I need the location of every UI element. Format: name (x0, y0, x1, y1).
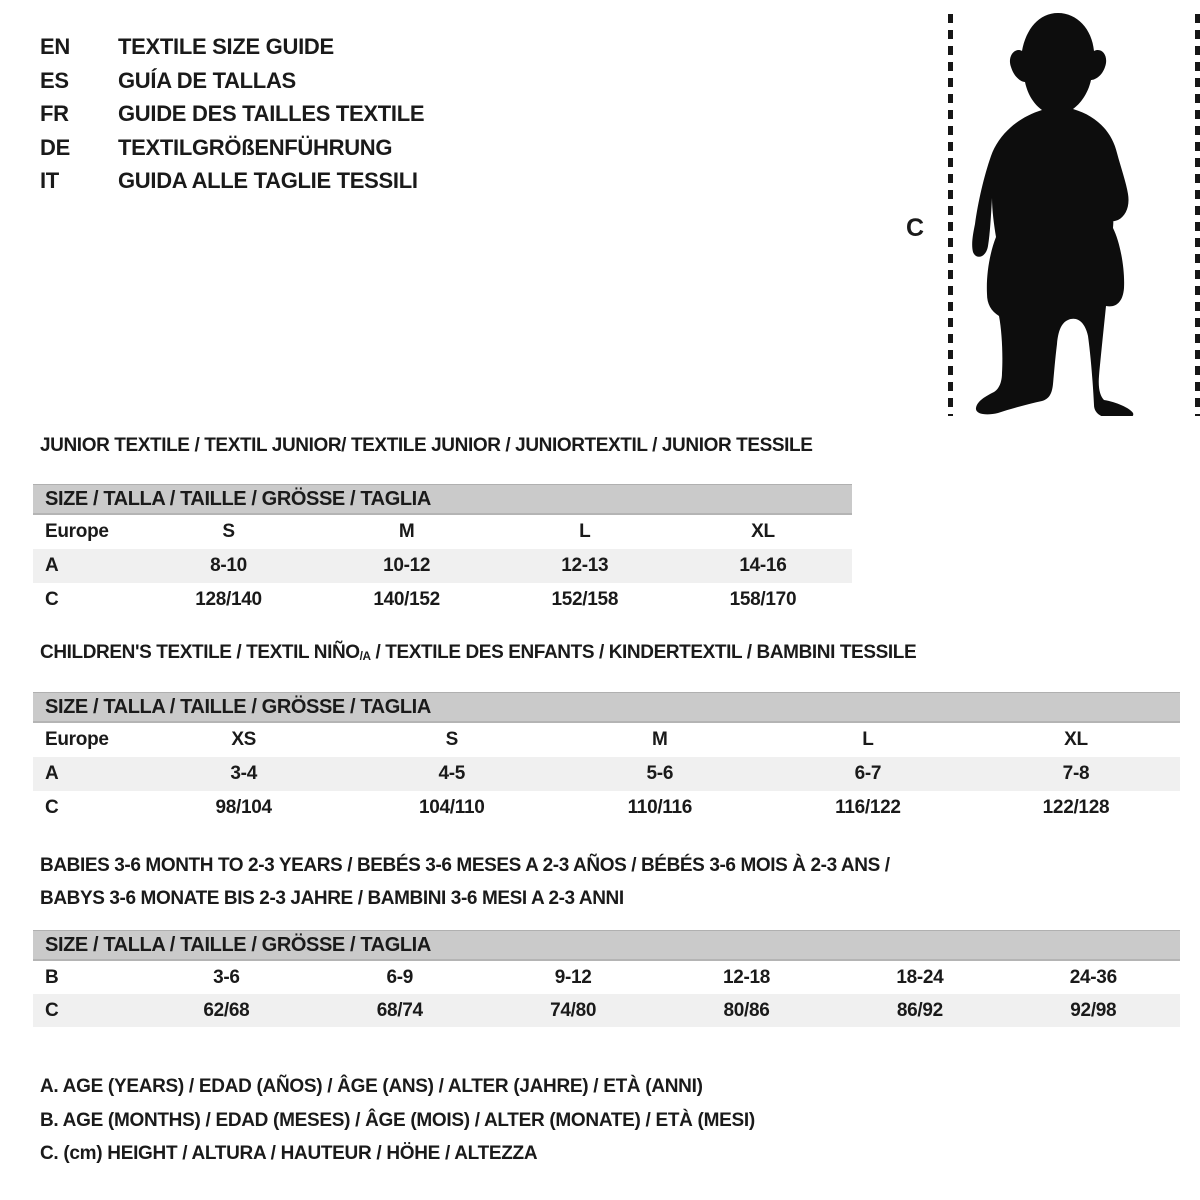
size-cell: 92/98 (1070, 999, 1117, 1021)
children-heading-pre: CHILDREN'S TEXTILE / TEXTIL NIÑO (40, 642, 360, 663)
measurement-legend (40, 1070, 755, 1171)
size-cell: 68/74 (376, 999, 423, 1021)
size-cell: 80/86 (723, 999, 770, 1021)
size-cell: 6-9 (386, 966, 414, 988)
size-header-bar: SIZE / TALLA / TAILLE / GRÖSSE / TAGLIA (33, 930, 1180, 961)
lang-row-de (40, 131, 424, 165)
toddler-silhouette (958, 10, 1150, 416)
height-measure-line-right (1195, 14, 1200, 416)
row-label: C (45, 797, 59, 818)
lang-code: EN (40, 34, 70, 59)
size-cell: 152/158 (551, 589, 619, 610)
size-cell: 86/92 (896, 999, 943, 1021)
size-cell: S (222, 521, 235, 542)
size-cell: 3-4 (230, 763, 257, 784)
size-header-bar: SIZE / TALLA / TAILLE / GRÖSSE / TAGLIA (33, 484, 852, 515)
lang-title: GUIDA ALLE TAGLIE TESSILI (118, 168, 418, 193)
size-cell: 24-36 (1069, 966, 1117, 988)
lang-title: TEXTILE SIZE GUIDE (118, 34, 334, 59)
size-cell: M (398, 521, 415, 542)
size-cell: 7-8 (1062, 763, 1090, 784)
size-cell: 10-12 (383, 555, 431, 576)
table-row-c (33, 994, 1180, 1027)
size-cell: L (862, 729, 874, 750)
size-cell: 74/80 (550, 999, 597, 1021)
size-cell: 18-24 (896, 966, 944, 988)
language-title-list (40, 30, 424, 198)
size-cell: 4-5 (438, 763, 466, 784)
toddler-silhouette-image (958, 10, 1150, 416)
children-heading-sub: /A (359, 650, 371, 664)
size-header-bar: SIZE / TALLA / TAILLE / GRÖSSE / TAGLIA (33, 692, 1180, 723)
size-cell: S (445, 729, 458, 750)
size-cell: 122/128 (1042, 797, 1110, 818)
size-cell: 6-7 (854, 763, 882, 784)
table-row-europe (33, 515, 852, 549)
junior-section-heading: JUNIOR TEXTILE / TEXTIL JUNIOR/ TEXTILE JUNIOR / JUNIORTEXTIL / JUNIOR TESSILE (40, 435, 813, 456)
size-cell: L (579, 521, 591, 542)
size-cell: 128/140 (195, 589, 262, 610)
lang-code: FR (40, 101, 69, 126)
legend-line-c: C. (cm) HEIGHT / ALTURA / HAUTEUR / HÖHE / ALTEZZA (40, 1143, 538, 1164)
size-cell: 98/104 (215, 797, 272, 818)
row-label: Europe (45, 521, 109, 542)
lang-code: IT (40, 168, 59, 193)
size-cell: 110/116 (627, 797, 693, 818)
lang-title: GUIDE DES TAILLES TEXTILE (118, 101, 425, 126)
size-cell: 12-18 (722, 966, 771, 988)
row-label: A (45, 763, 59, 784)
children-heading-post: / TEXTILE DES ENFANTS / KINDERTEXTIL / BAMBINI TESSILE (370, 642, 917, 663)
children-size-table (33, 692, 1180, 825)
size-cell: 104/110 (418, 797, 485, 818)
lang-row-fr (40, 97, 424, 131)
row-label: C (45, 999, 59, 1021)
babies-size-table (33, 930, 1180, 1027)
junior-size-table (33, 484, 852, 617)
height-measure-label: C (906, 214, 925, 242)
lang-title: GUÍA DE TALLAS (118, 67, 296, 93)
lang-code: ES (40, 67, 69, 93)
size-cell: XS (231, 729, 257, 750)
size-cell: 116/122 (835, 797, 901, 818)
size-cell: 62/68 (203, 999, 250, 1021)
babies-section-heading (40, 849, 890, 915)
size-cell: XL (751, 521, 775, 542)
size-cell: 8-10 (210, 555, 247, 576)
size-cell: 14-16 (739, 555, 787, 576)
height-measure-line-left (948, 14, 953, 416)
row-label: C (45, 589, 59, 610)
size-cell: 140/152 (373, 589, 440, 610)
row-label: A (45, 555, 59, 576)
size-cell: 158/170 (729, 589, 797, 610)
table-row-a (33, 549, 852, 583)
lang-row-en (40, 30, 424, 64)
lang-title: TEXTILGRÖßENFÜHRUNG (118, 134, 393, 160)
lang-row-es (40, 64, 424, 98)
legend-line-b: B. AGE (MONTHS) / EDAD (MESES) / ÂGE (MOIS) / ALTER (MONATE) / ETÀ (MESI) (40, 1109, 755, 1131)
legend-line-a: A. AGE (YEARS) / EDAD (AÑOS) / ÂGE (ANS) / ALTER (JAHRE) / ETÀ (ANNI) (40, 1076, 703, 1097)
table-row-a (33, 757, 1180, 791)
lang-row-it (40, 164, 424, 198)
children-section-heading (40, 641, 916, 667)
table-row-b (33, 961, 1180, 994)
row-label: B (45, 966, 59, 988)
size-cell: M (652, 729, 668, 750)
table-row-europe (33, 723, 1180, 757)
babies-heading-line2: BABYS 3-6 MONATE BIS 2-3 JAHRE / BAMBINI 3-6 MESI A 2-3 ANNI (40, 888, 624, 909)
size-cell: 3-6 (213, 966, 240, 988)
table-row-c (33, 791, 1180, 825)
lang-code: DE (40, 134, 70, 160)
size-cell: 12-13 (561, 555, 609, 576)
size-cell: 9-12 (554, 966, 592, 988)
size-cell: 5-6 (646, 763, 674, 784)
babies-heading-line1: BABIES 3-6 MONTH TO 2-3 YEARS / BEBÉS 3-6 MESES A 2-3 AÑOS / BÉBÉS 3-6 MOIS À 2-3 ANS / (40, 855, 890, 876)
table-row-c (33, 583, 852, 617)
size-cell: XL (1064, 729, 1088, 750)
row-label: Europe (45, 729, 109, 750)
